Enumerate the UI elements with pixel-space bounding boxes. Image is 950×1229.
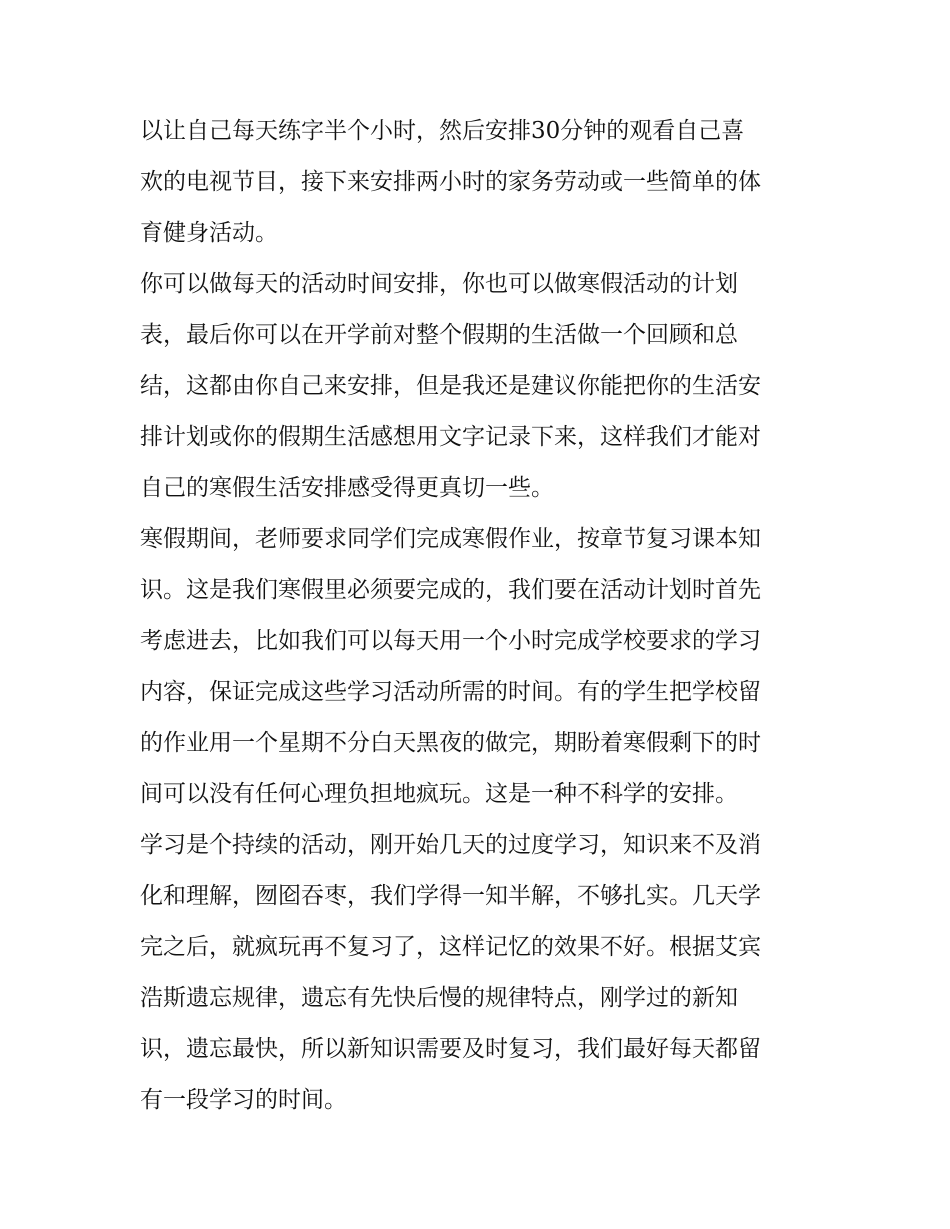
paragraph-line: 表，最后你可以在开学前对整个假期的生活做一个回顾和总	[140, 322, 738, 348]
paragraph-line: 完之后，就疯玩再不复习了，这样记忆的效果不好。根据艾宾	[140, 934, 761, 960]
paragraph-line: 欢的电视节目，接下来安排两小时的家务劳动或一些简单的体	[140, 169, 761, 195]
paragraph-1	[140, 106, 820, 259]
paragraph-line: 自己的寒假生活安排感受得更真切一些。	[140, 475, 554, 501]
paragraph-line: 有一段学习的时间。	[140, 1087, 347, 1113]
paragraph-line: 排计划或你的假期生活感想用文字记录下来，这样我们才能对	[140, 424, 761, 450]
paragraph-line: 寒假期间，老师要求同学们完成寒假作业，按章节复习课本知	[140, 526, 761, 552]
paragraph-line: 结，这都由你自己来安排，但是我还是建议你能把你的生活安	[140, 373, 761, 399]
paragraph-line: 化和理解，囫囵吞枣，我们学得一知半解，不够扎实。几天学	[140, 883, 761, 909]
paragraph-line: 你可以做每天的活动时间安排，你也可以做寒假活动的计划	[140, 271, 738, 297]
paragraph-line: 间可以没有任何心理负担地疯玩。这是一种不科学的安排。	[140, 781, 738, 807]
paragraph-4	[140, 820, 820, 1126]
paragraph-line: 识。这是我们寒假里必须要完成的，我们要在活动计划时首先	[140, 577, 761, 603]
paragraph-line: 育健身活动。	[140, 220, 278, 246]
document-body	[140, 106, 820, 1126]
paragraph-line: 识，遗忘最快，所以新知识需要及时复习，我们最好每天都留	[140, 1036, 761, 1062]
paragraph-line: 内容，保证完成这些学习活动所需的时间。有的学生把学校留	[140, 679, 761, 705]
paragraph-3	[140, 514, 820, 820]
paragraph-line: 学习是个持续的活动，刚开始几天的过度学习，知识来不及消	[140, 832, 761, 858]
paragraph-2	[140, 259, 820, 514]
paragraph-line: 以让自己每天练字半个小时，然后安排30分钟的观看自己喜	[140, 118, 745, 144]
paragraph-line: 浩斯遗忘规律，遗忘有先快后慢的规律特点，刚学过的新知	[140, 985, 738, 1011]
paragraph-line: 的作业用一个星期不分白天黑夜的做完，期盼着寒假剩下的时	[140, 730, 761, 756]
paragraph-line: 考虑进去，比如我们可以每天用一个小时完成学校要求的学习	[140, 628, 761, 654]
